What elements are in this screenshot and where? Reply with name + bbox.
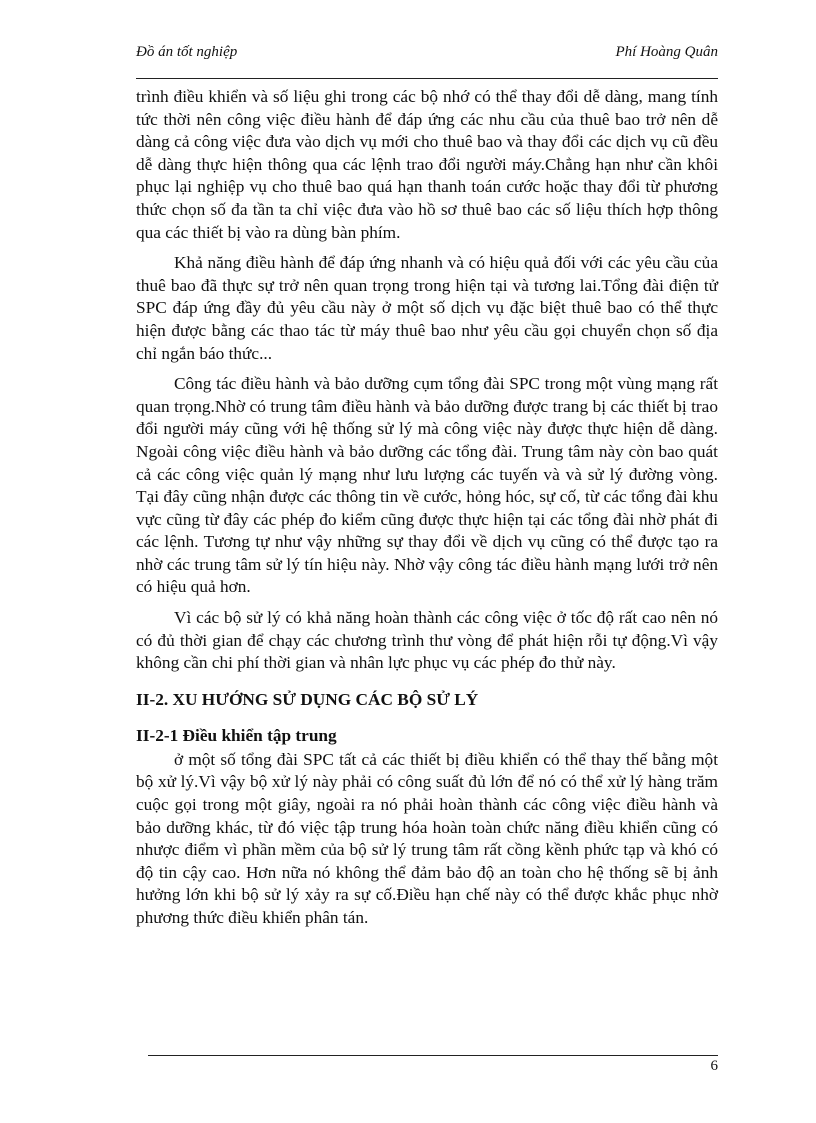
page-footer <box>148 1055 718 1074</box>
paragraph-processor-speed: Vì các bộ sử lý có khả năng hoàn thành các công việc ở tốc độ rất cao nên nó có đủ thời gian để chạy các chương trình thư vòng để phát hiện rỗi tự động.Vì vậy không cần chi phí thời gian và nhân lực phục vụ các phép đo thử này. <box>136 608 718 673</box>
section-heading: II-2. XU HƯỚNG SỬ DỤNG CÁC BỘ SỬ LÝ <box>136 689 479 709</box>
paragraph-continuation: trình điều khiển và số liệu ghi trong các bộ nhớ có thể thay đổi dễ dàng, mang tính tức thời nên công việc điều hành để đáp ứng các nhu cầu của thuê bao trở nên dễ dàng cả công việc đưa vào dịch vụ mới cho thuê bao và thay đổi các dịch vụ cũ đều dễ dàng thực hiện thông qua các lệnh trao đổi người máy.Chẳng hạn như cần khôi phục lại nghiệp vụ cho thuê bao quá hạn thanh toán cước hoặc thay đổi từ phương thức chọn số đa tần ta chỉ việc đưa vào hồ sơ thuê bao các số liệu thích hợp thông qua các thiết bị vào ra dùng bàn phím. <box>136 87 718 242</box>
subsection-heading: II-2-1 Điều khiển tập trung <box>136 725 337 745</box>
paragraph-centralized-control: ở một số tổng đài SPC tất cả các thiết bị điều khiển có thể thay thế bằng một bộ xử lý.Vì vậy bộ xử lý này phải có công suất đủ lớn để nó có thể xử lý hàng trăm cuộc gọi trong một giây, ngoài ra nó phải hoàn thành các công việc điều hành và bảo dưỡng khác, từ đó việc tập trung hóa hoàn toàn chức năng điều khiển cũng có nhược điểm vì phần mềm của bộ sử lý trung tâm rất cồng kềnh phức tạp và khó có độ tin cậy cao. Hơn nữa nó không thể đảm bảo độ an toàn cho hệ thống sẽ bị ảnh hưởng lớn khi bộ sử lý xảy ra sự cố.Điều hạn chế này có thể được khắc phục nhờ phương thức điều khiển phân tán. <box>136 749 718 927</box>
document-title: Đồ án tốt nghiệp <box>136 44 238 60</box>
page-header <box>136 40 718 79</box>
paragraph-operation-response: Khả năng điều hành để đáp ứng nhanh và có hiệu quả đối với các yêu cầu của thuê bao đã thực sự trở nên quan trọng trong hiện tại và tương lai.Tổng đài điện tử SPC đáp ứng đầy đủ yêu cầu này ở một số dịch vụ đặc biệt thuê bao có thể thực hiện được bằng các thao tác từ máy thuê bao như yêu cầu gọi chuyển chọn số địa chỉ ngắn báo thức... <box>136 253 718 363</box>
page-content <box>136 86 718 938</box>
author-name: Phí Hoàng Quân <box>615 44 718 60</box>
paragraph-maintenance-center: Công tác điều hành và bảo dưỡng cụm tổng đài SPC trong một vùng mạng rất quan trọng.Nhờ có trung tâm điều hành và bảo dưỡng được trang bị các thiết bị trao đổi người máy cũng với hệ thống sử lý mà công việc này được thực hiện dễ dàng. Ngoài công việc điều hành và bảo dưỡng các tổng đài. Trung tâm này còn bao quát cả các công việc quản lý mạng như lưu lượng các tuyến và và sử lý đường vòng. Tại đây cũng nhận được các thông tin về cước, hỏng hóc, sự cố, từ các tổng đài khu vực cũng từ đây các phép đo kiểm cũng được thực hiện tại các tổng đài nhờ phát đi các lệnh. Tương tự như vậy những sự thay đổi về dịch vụ cũng có thể được tạo ra nhờ các trung tâm sử lý tín hiệu này. Nhờ vậy công tác điều hành mạng lưới trở nên có hiệu quả hơn. <box>136 374 718 597</box>
page-number: 6 <box>710 1058 718 1074</box>
